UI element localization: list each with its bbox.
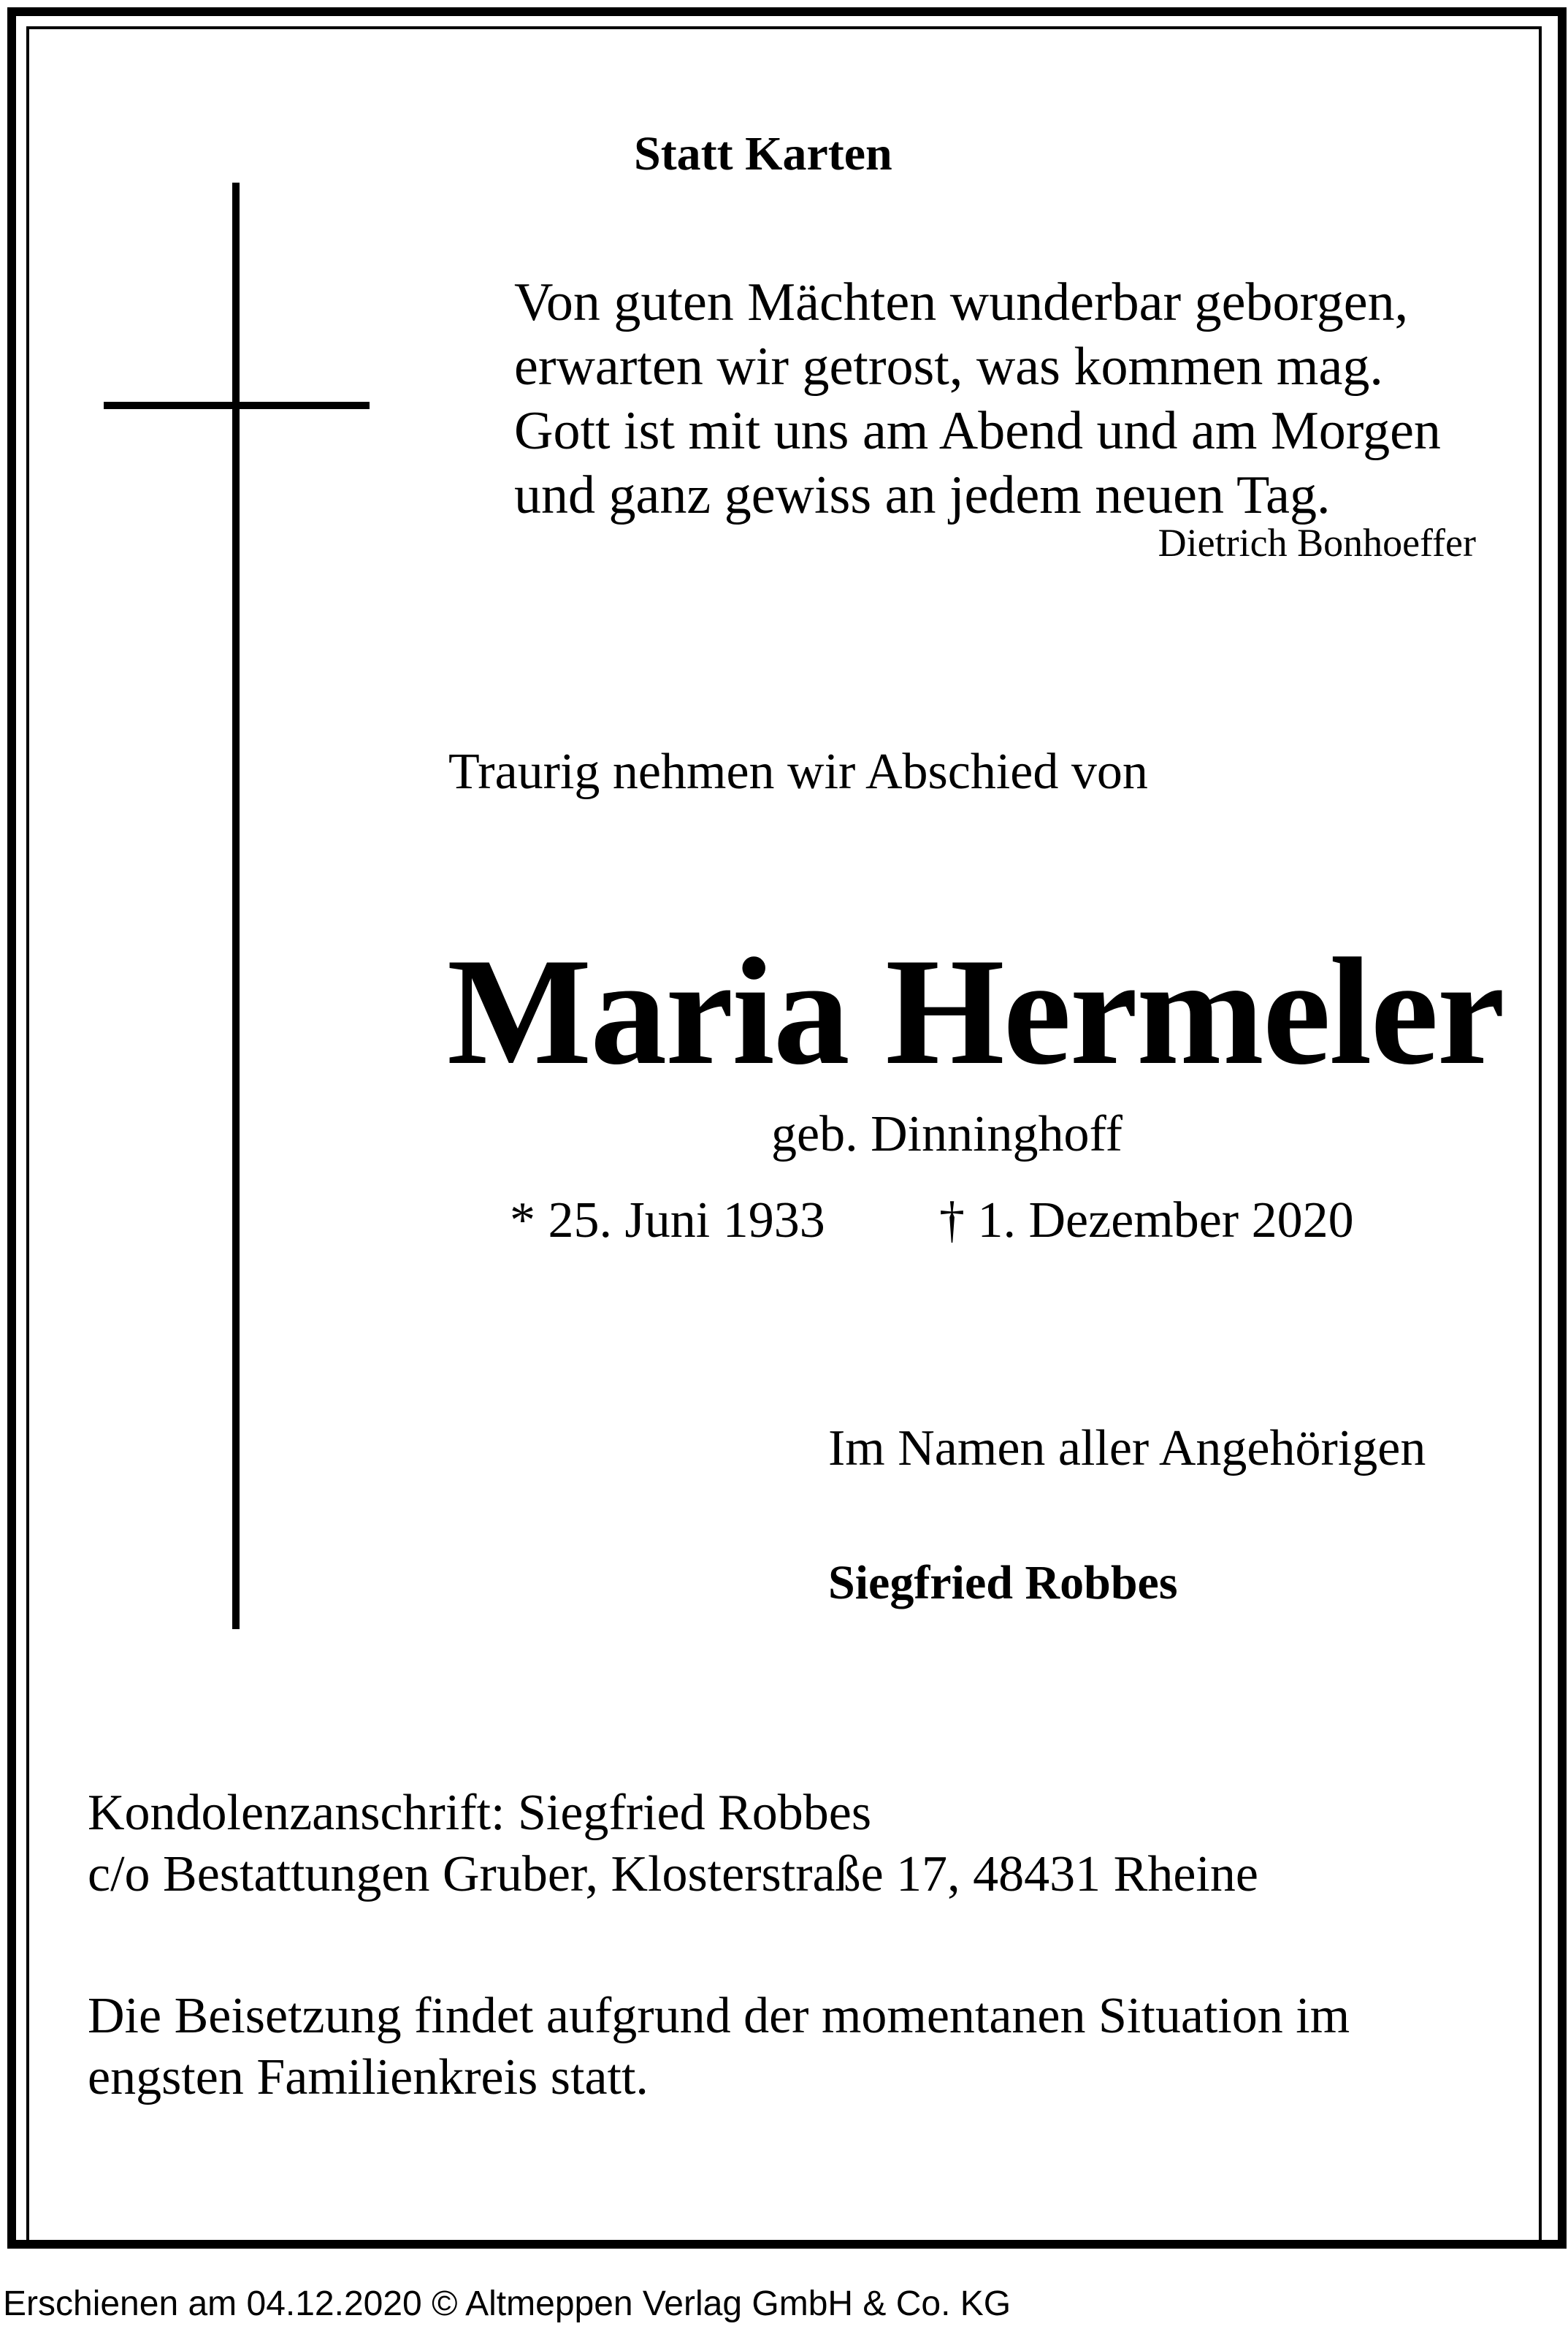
condolence-line: c/o Bestattungen Gruber, Klosterstraße 17, 48431 Rheine: [88, 1846, 1258, 1902]
poem: [514, 270, 1441, 527]
funeral-line: Die Beisetzung findet aufgrund der momentanen Situation im: [88, 1988, 1350, 2044]
poem-line: Von guten Mächten wunderbar geborgen,: [514, 272, 1409, 332]
condolence-address: [88, 1783, 1258, 1905]
family-line: Im Namen aller Angehörigen: [828, 1420, 1426, 1476]
poem-line: erwarten wir getrost, was kommen mag.: [514, 337, 1383, 397]
funeral-line: engsten Familienkreis statt.: [88, 2049, 649, 2105]
cross-vertical-bar: [232, 183, 240, 1629]
poem-author: Dietrich Bonhoeffer: [1158, 521, 1476, 565]
death-date: † 1. Dezember 2020: [939, 1192, 1354, 1249]
poem-line: und ganz gewiss an jedem neuen Tag.: [514, 465, 1331, 525]
deceased-name: Maria Hermeler: [447, 927, 1504, 1097]
birth-date: * 25. Juni 1933: [510, 1192, 825, 1249]
farewell-intro: Traurig nehmen wir Abschied von: [448, 744, 1148, 800]
birth-name: geb. Dinninghoff: [771, 1106, 1123, 1162]
condolence-line: Kondolenzanschrift: Siegfried Robbes: [88, 1785, 872, 1841]
cross-horizontal-bar: [104, 402, 370, 409]
publication-footer: Erschienen am 04.12.2020 © Altmeppen Verlag GmbH & Co. KG: [3, 2284, 1011, 2323]
poem-line: Gott ist mit uns am Abend und am Morgen: [514, 401, 1441, 461]
notice-heading: Statt Karten: [634, 127, 892, 180]
signer-name: Siegfried Robbes: [828, 1556, 1178, 1609]
funeral-note: [88, 1986, 1350, 2108]
